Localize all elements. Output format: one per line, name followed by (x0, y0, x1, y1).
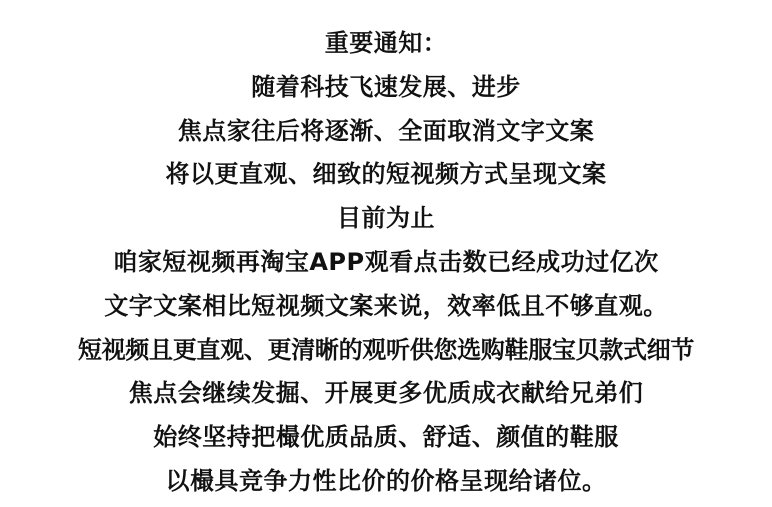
notice-line: 焦点家往后将逐渐、全面取消文字文案 (177, 116, 595, 145)
notice-line: 咱家短视频再淘宝APP观看点击数已经成功过亿次 (113, 247, 659, 276)
notice-line: 文字文案相比短视频文案来说，效率低且不够直观。 (104, 291, 668, 320)
notice-title: 重要通知： (324, 29, 448, 57)
notice-line: 短视频且更直观、更清晰的观听供您选购鞋服宝贝款式细节 (77, 335, 695, 364)
notice-line: 以樶具竞争力性比价的价格呈现给诸位。 (165, 466, 607, 495)
notice-text-block (0, 22, 772, 504)
notice-line: 目前为止 (337, 204, 435, 233)
notice-line: 随着科技飞速发展、进步 (251, 72, 521, 101)
notice-line: 焦点会继续发掘、开展更多优质成衣献给兄弟们 (128, 379, 644, 408)
notice-line: 将以更直观、细致的短视频方式呈现文案 (165, 160, 607, 189)
notice-line: 始终坚持把樶优质品质、舒适、颜值的鞋服 (153, 423, 619, 452)
